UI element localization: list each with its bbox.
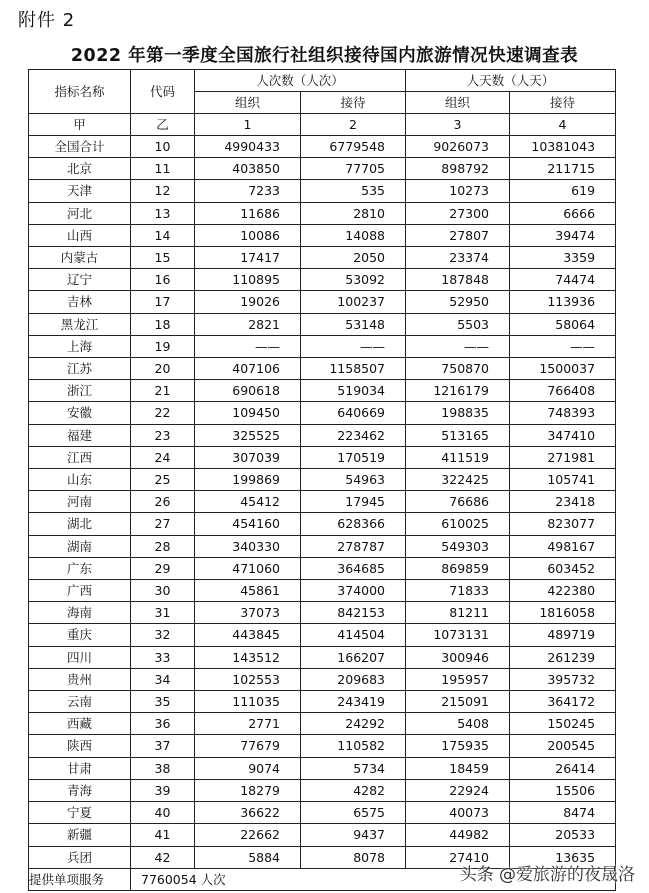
trips-organize-cell: 37073 — [195, 602, 301, 624]
days-receive-cell: 3359 — [510, 247, 616, 269]
days-receive-cell: 364172 — [510, 691, 616, 713]
region-code-cell: 31 — [131, 602, 195, 624]
region-name-cell: 吉林 — [29, 291, 131, 313]
header-indicator: 指标名称 — [29, 70, 131, 114]
table-row — [29, 380, 616, 402]
trips-organize-cell: 110895 — [195, 269, 301, 291]
region-code-cell: 26 — [131, 491, 195, 513]
days-receive-cell: 271981 — [510, 446, 616, 468]
region-code-cell: 41 — [131, 824, 195, 846]
trips-receive-cell: 5734 — [301, 757, 406, 779]
table-row — [29, 624, 616, 646]
header-col-num-1: 1 — [195, 114, 301, 136]
region-name-cell: 内蒙古 — [29, 247, 131, 269]
header-code: 代码 — [131, 70, 195, 114]
trips-organize-cell: 22662 — [195, 824, 301, 846]
days-organize-cell: 52950 — [406, 291, 510, 313]
region-name-cell: 湖北 — [29, 513, 131, 535]
trips-receive-cell: 243419 — [301, 691, 406, 713]
region-name-cell: 天津 — [29, 180, 131, 202]
days-receive-cell: 261239 — [510, 646, 616, 668]
trips-receive-cell: 77705 — [301, 158, 406, 180]
trips-receive-cell: 170519 — [301, 446, 406, 468]
trips-organize-cell: 36622 — [195, 802, 301, 824]
trips-receive-cell: 17945 — [301, 491, 406, 513]
days-organize-cell: 76686 — [406, 491, 510, 513]
region-code-cell: 13 — [131, 202, 195, 224]
trips-organize-cell: —— — [195, 335, 301, 357]
trips-receive-cell: 535 — [301, 180, 406, 202]
header-col-num-2: 2 — [301, 114, 406, 136]
days-organize-cell: 300946 — [406, 646, 510, 668]
table-row — [29, 469, 616, 491]
trips-receive-cell: 9437 — [301, 824, 406, 846]
region-name-cell: 陕西 — [29, 735, 131, 757]
trips-receive-cell: 6575 — [301, 802, 406, 824]
table-row — [29, 580, 616, 602]
region-code-cell: 38 — [131, 757, 195, 779]
trips-receive-cell: 54963 — [301, 469, 406, 491]
table-row — [29, 247, 616, 269]
region-name-cell: 青海 — [29, 779, 131, 801]
trips-receive-cell: 414504 — [301, 624, 406, 646]
table-row — [29, 757, 616, 779]
days-receive-cell: 113936 — [510, 291, 616, 313]
trips-receive-cell: 209683 — [301, 668, 406, 690]
table-row — [29, 291, 616, 313]
trips-receive-cell: 842153 — [301, 602, 406, 624]
trips-organize-cell: 5884 — [195, 846, 301, 868]
days-organize-cell: 81211 — [406, 602, 510, 624]
region-code-cell: 27 — [131, 513, 195, 535]
region-code-cell: 34 — [131, 668, 195, 690]
region-name-cell: 西藏 — [29, 713, 131, 735]
trips-receive-cell: 100237 — [301, 291, 406, 313]
table-row — [29, 602, 616, 624]
region-name-cell: 广西 — [29, 580, 131, 602]
trips-organize-cell: 307039 — [195, 446, 301, 468]
trips-receive-cell: 640669 — [301, 402, 406, 424]
days-receive-cell: 603452 — [510, 557, 616, 579]
days-organize-cell: 5408 — [406, 713, 510, 735]
header-trips-receive: 接待 — [301, 92, 406, 114]
trips-organize-cell: 690618 — [195, 380, 301, 402]
table-row — [29, 358, 616, 380]
trips-receive-cell: 24292 — [301, 713, 406, 735]
region-code-cell: 21 — [131, 380, 195, 402]
days-organize-cell: 549303 — [406, 535, 510, 557]
table-row — [29, 424, 616, 446]
region-name-cell: 上海 — [29, 335, 131, 357]
region-code-cell: 15 — [131, 247, 195, 269]
trips-organize-cell: 454160 — [195, 513, 301, 535]
table-row — [29, 557, 616, 579]
region-code-cell: 40 — [131, 802, 195, 824]
region-code-cell: 36 — [131, 713, 195, 735]
table-row — [29, 224, 616, 246]
days-receive-cell: 748393 — [510, 402, 616, 424]
region-name-cell: 四川 — [29, 646, 131, 668]
footer-label: 提供单项服务 — [29, 868, 131, 890]
header-days-receive: 接待 — [510, 92, 616, 114]
table-row — [29, 646, 616, 668]
trips-organize-cell: 45412 — [195, 491, 301, 513]
days-receive-cell: 58064 — [510, 313, 616, 335]
days-organize-cell: 195957 — [406, 668, 510, 690]
days-receive-cell: 15506 — [510, 779, 616, 801]
days-receive-cell: 150245 — [510, 713, 616, 735]
days-receive-cell: 498167 — [510, 535, 616, 557]
footer-value: 7760054 人次 — [131, 868, 616, 890]
region-name-cell: 云南 — [29, 691, 131, 713]
region-code-cell: 10 — [131, 136, 195, 158]
days-organize-cell: 750870 — [406, 358, 510, 380]
region-code-cell: 29 — [131, 557, 195, 579]
trips-organize-cell: 325525 — [195, 424, 301, 446]
table-row — [29, 402, 616, 424]
days-organize-cell: 40073 — [406, 802, 510, 824]
region-name-cell: 宁夏 — [29, 802, 131, 824]
header-trips-group: 人次数（人次） — [195, 70, 406, 92]
region-name-cell: 兵团 — [29, 846, 131, 868]
table-row — [29, 535, 616, 557]
header-col-num-3: 3 — [406, 114, 510, 136]
header-row-1 — [29, 70, 616, 92]
region-name-cell: 河南 — [29, 491, 131, 513]
trips-organize-cell: 11686 — [195, 202, 301, 224]
region-code-cell: 16 — [131, 269, 195, 291]
tourism-survey-table — [28, 69, 616, 891]
region-code-cell: 25 — [131, 469, 195, 491]
days-receive-cell: 422380 — [510, 580, 616, 602]
attachment-label: 附件 2 — [18, 10, 76, 31]
trips-organize-cell: 7233 — [195, 180, 301, 202]
trips-organize-cell: 109450 — [195, 402, 301, 424]
trips-organize-cell: 10086 — [195, 224, 301, 246]
days-organize-cell: 198835 — [406, 402, 510, 424]
trips-receive-cell: 6779548 — [301, 136, 406, 158]
watermark-text: 头条 @爱旅游的夜晟洛 — [459, 865, 635, 885]
page-title: 2022 年第一季度全国旅行社组织接待国内旅游情况快速调查表 — [70, 46, 579, 66]
days-receive-cell: 8474 — [510, 802, 616, 824]
days-receive-cell: 6666 — [510, 202, 616, 224]
days-organize-cell: 610025 — [406, 513, 510, 535]
days-organize-cell: 1073131 — [406, 624, 510, 646]
region-code-cell: 24 — [131, 446, 195, 468]
region-code-cell: 14 — [131, 224, 195, 246]
trips-receive-cell: 110582 — [301, 735, 406, 757]
region-code-cell: 32 — [131, 624, 195, 646]
trips-organize-cell: 340330 — [195, 535, 301, 557]
region-name-cell: 重庆 — [29, 624, 131, 646]
trips-organize-cell: 443845 — [195, 624, 301, 646]
table-row — [29, 269, 616, 291]
days-organize-cell: 175935 — [406, 735, 510, 757]
region-code-cell: 17 — [131, 291, 195, 313]
region-code-cell: 20 — [131, 358, 195, 380]
region-code-cell: 37 — [131, 735, 195, 757]
days-receive-cell: 13635 — [510, 846, 616, 868]
region-name-cell: 浙江 — [29, 380, 131, 402]
header-row-code: 乙 — [131, 114, 195, 136]
days-organize-cell: 5503 — [406, 313, 510, 335]
trips-receive-cell: 364685 — [301, 557, 406, 579]
region-code-cell: 23 — [131, 424, 195, 446]
days-organize-cell: 322425 — [406, 469, 510, 491]
days-organize-cell: 215091 — [406, 691, 510, 713]
days-organize-cell: 9026073 — [406, 136, 510, 158]
trips-organize-cell: 77679 — [195, 735, 301, 757]
header-days-group: 人天数（人天） — [406, 70, 616, 92]
trips-organize-cell: 143512 — [195, 646, 301, 668]
days-receive-cell: 74474 — [510, 269, 616, 291]
days-receive-cell: 20533 — [510, 824, 616, 846]
region-name-cell: 黑龙江 — [29, 313, 131, 335]
region-name-cell: 安徽 — [29, 402, 131, 424]
region-name-cell: 辽宁 — [29, 269, 131, 291]
days-organize-cell: 27807 — [406, 224, 510, 246]
region-code-cell: 19 — [131, 335, 195, 357]
region-code-cell: 18 — [131, 313, 195, 335]
region-name-cell: 山西 — [29, 224, 131, 246]
trips-receive-cell: 2810 — [301, 202, 406, 224]
region-name-cell: 全国合计 — [29, 136, 131, 158]
table-row — [29, 446, 616, 468]
trips-organize-cell: 199869 — [195, 469, 301, 491]
region-name-cell: 海南 — [29, 602, 131, 624]
table-row — [29, 668, 616, 690]
trips-organize-cell: 471060 — [195, 557, 301, 579]
trips-receive-cell: —— — [301, 335, 406, 357]
trips-organize-cell: 111035 — [195, 691, 301, 713]
table-row — [29, 802, 616, 824]
region-name-cell: 河北 — [29, 202, 131, 224]
region-code-cell: 39 — [131, 779, 195, 801]
trips-receive-cell: 53092 — [301, 269, 406, 291]
trips-organize-cell: 45861 — [195, 580, 301, 602]
region-code-cell: 42 — [131, 846, 195, 868]
region-name-cell: 江西 — [29, 446, 131, 468]
region-name-cell: 新疆 — [29, 824, 131, 846]
days-receive-cell: 39474 — [510, 224, 616, 246]
region-code-cell: 28 — [131, 535, 195, 557]
header-col-num-4: 4 — [510, 114, 616, 136]
table-row — [29, 180, 616, 202]
trips-receive-cell: 166207 — [301, 646, 406, 668]
days-organize-cell: 18459 — [406, 757, 510, 779]
days-organize-cell: 513165 — [406, 424, 510, 446]
days-organize-cell: 898792 — [406, 158, 510, 180]
days-organize-cell: 10273 — [406, 180, 510, 202]
table-row — [29, 136, 616, 158]
region-name-cell: 福建 — [29, 424, 131, 446]
days-receive-cell: 619 — [510, 180, 616, 202]
trips-organize-cell: 2821 — [195, 313, 301, 335]
days-receive-cell: 105741 — [510, 469, 616, 491]
days-receive-cell: 1816058 — [510, 602, 616, 624]
days-organize-cell: 44982 — [406, 824, 510, 846]
region-code-cell: 30 — [131, 580, 195, 602]
table-row — [29, 202, 616, 224]
days-receive-cell: 395732 — [510, 668, 616, 690]
days-receive-cell: 489719 — [510, 624, 616, 646]
trips-organize-cell: 19026 — [195, 291, 301, 313]
region-code-cell: 12 — [131, 180, 195, 202]
table-row — [29, 735, 616, 757]
region-code-cell: 35 — [131, 691, 195, 713]
days-receive-cell: 347410 — [510, 424, 616, 446]
days-organize-cell: —— — [406, 335, 510, 357]
header-row-3 — [29, 114, 616, 136]
region-name-cell: 贵州 — [29, 668, 131, 690]
region-code-cell: 22 — [131, 402, 195, 424]
trips-organize-cell: 2771 — [195, 713, 301, 735]
trips-organize-cell: 102553 — [195, 668, 301, 690]
days-organize-cell: 27300 — [406, 202, 510, 224]
table-row — [29, 513, 616, 535]
table-row — [29, 824, 616, 846]
trips-organize-cell: 17417 — [195, 247, 301, 269]
trips-receive-cell: 14088 — [301, 224, 406, 246]
days-receive-cell: 1500037 — [510, 358, 616, 380]
trips-receive-cell: 4282 — [301, 779, 406, 801]
header-row-label: 甲 — [29, 114, 131, 136]
trips-organize-cell: 403850 — [195, 158, 301, 180]
region-code-cell: 33 — [131, 646, 195, 668]
table-row — [29, 779, 616, 801]
table-row — [29, 691, 616, 713]
region-name-cell: 北京 — [29, 158, 131, 180]
days-organize-cell: 71833 — [406, 580, 510, 602]
days-receive-cell: 200545 — [510, 735, 616, 757]
days-receive-cell: 10381043 — [510, 136, 616, 158]
trips-organize-cell: 407106 — [195, 358, 301, 380]
days-receive-cell: 766408 — [510, 380, 616, 402]
days-organize-cell: 1216179 — [406, 380, 510, 402]
trips-receive-cell: 223462 — [301, 424, 406, 446]
header-trips-organize: 组织 — [195, 92, 301, 114]
days-organize-cell: 27410 — [406, 846, 510, 868]
region-name-cell: 江苏 — [29, 358, 131, 380]
trips-organize-cell: 4990433 — [195, 136, 301, 158]
days-receive-cell: 823077 — [510, 513, 616, 535]
region-code-cell: 11 — [131, 158, 195, 180]
region-name-cell: 广东 — [29, 557, 131, 579]
table-row — [29, 335, 616, 357]
days-receive-cell: 211715 — [510, 158, 616, 180]
days-organize-cell: 22924 — [406, 779, 510, 801]
table-row — [29, 313, 616, 335]
trips-receive-cell: 628366 — [301, 513, 406, 535]
region-name-cell: 湖南 — [29, 535, 131, 557]
region-name-cell: 山东 — [29, 469, 131, 491]
days-receive-cell: —— — [510, 335, 616, 357]
header-days-organize: 组织 — [406, 92, 510, 114]
trips-receive-cell: 374000 — [301, 580, 406, 602]
trips-receive-cell: 8078 — [301, 846, 406, 868]
trips-organize-cell: 18279 — [195, 779, 301, 801]
trips-receive-cell: 278787 — [301, 535, 406, 557]
days-receive-cell: 26414 — [510, 757, 616, 779]
days-organize-cell: 869859 — [406, 557, 510, 579]
region-name-cell: 甘肃 — [29, 757, 131, 779]
trips-receive-cell: 2050 — [301, 247, 406, 269]
days-receive-cell: 23418 — [510, 491, 616, 513]
table-row — [29, 491, 616, 513]
table-row — [29, 158, 616, 180]
trips-organize-cell: 9074 — [195, 757, 301, 779]
days-organize-cell: 187848 — [406, 269, 510, 291]
trips-receive-cell: 1158507 — [301, 358, 406, 380]
days-organize-cell: 411519 — [406, 446, 510, 468]
table-row — [29, 713, 616, 735]
trips-receive-cell: 519034 — [301, 380, 406, 402]
days-organize-cell: 23374 — [406, 247, 510, 269]
trips-receive-cell: 53148 — [301, 313, 406, 335]
